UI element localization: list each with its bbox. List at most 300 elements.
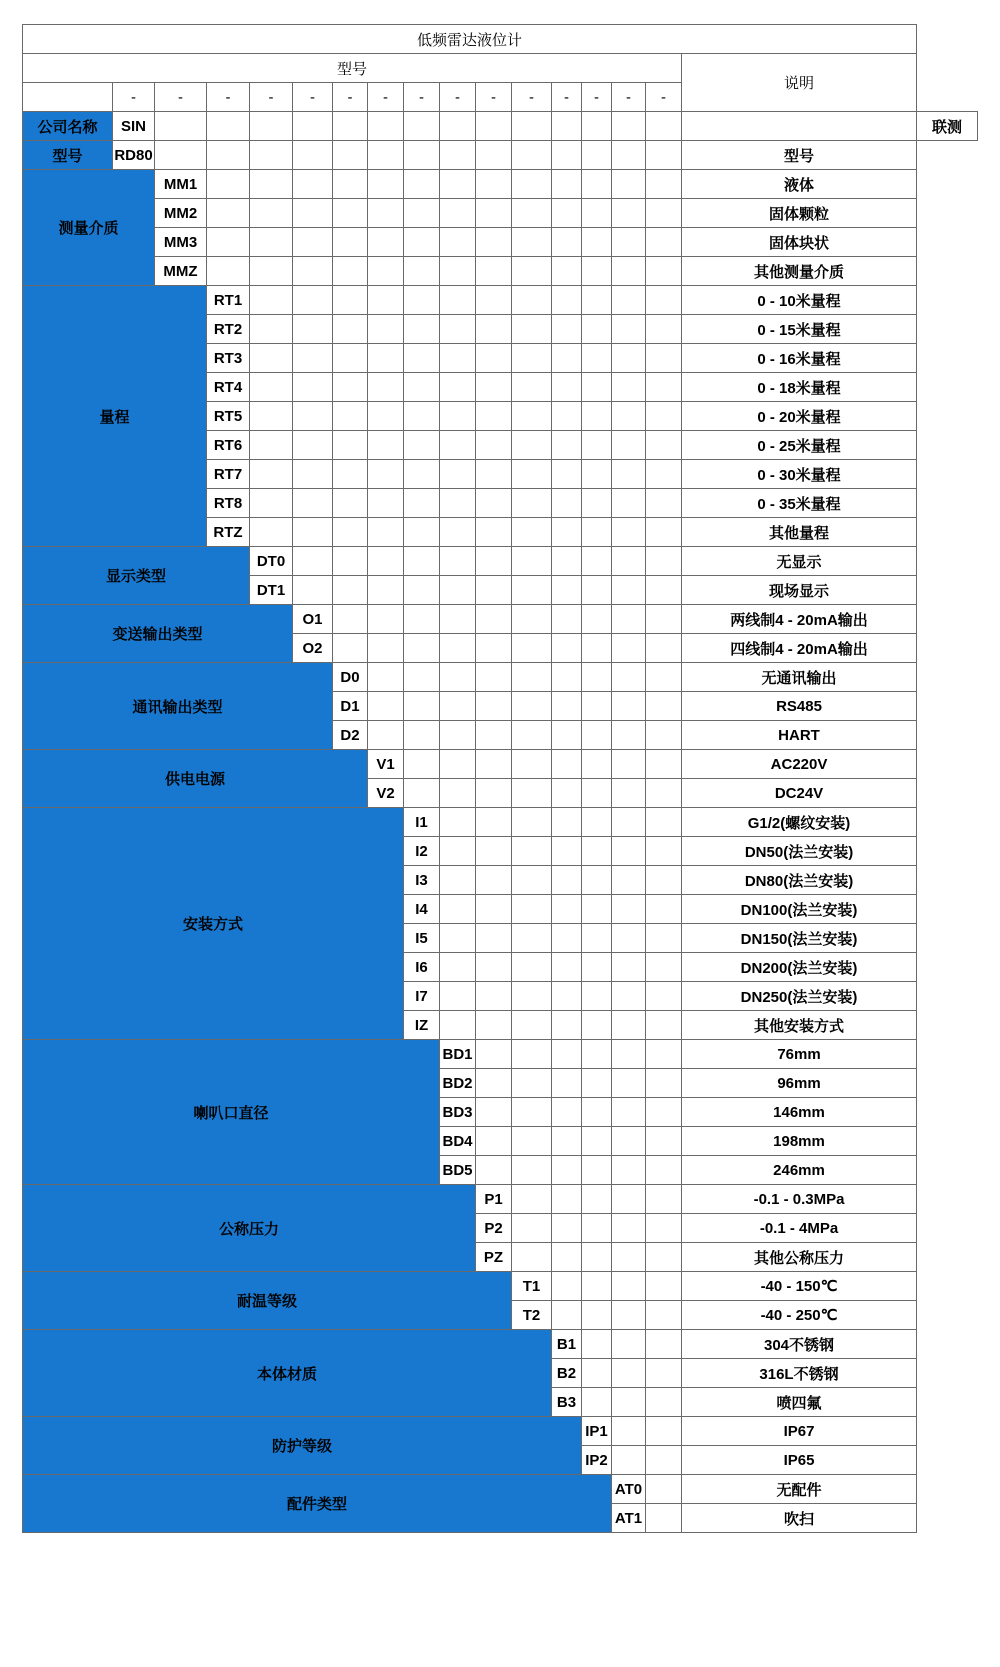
- model-code[interactable]: D1: [333, 692, 368, 721]
- dash-separator: -: [250, 83, 293, 112]
- empty-cell: [333, 547, 368, 576]
- category-label: 测量介质: [23, 170, 155, 286]
- empty-cell: [646, 1417, 682, 1446]
- model-code[interactable]: V2: [368, 779, 404, 808]
- empty-cell: [552, 228, 582, 257]
- model-code[interactable]: AT0: [612, 1475, 646, 1504]
- empty-cell: [293, 402, 333, 431]
- empty-cell: [250, 112, 293, 141]
- empty-cell: [476, 895, 512, 924]
- model-code[interactable]: MM3: [155, 228, 207, 257]
- table-row: [23, 25, 978, 54]
- empty-cell: [646, 460, 682, 489]
- empty-cell: [646, 286, 682, 315]
- empty-cell: [207, 141, 250, 170]
- empty-cell: [646, 1098, 682, 1127]
- option-description: 0 - 25米量程: [682, 431, 917, 460]
- empty-cell: [512, 1185, 552, 1214]
- empty-cell: [512, 199, 552, 228]
- empty-cell: [476, 518, 512, 547]
- model-code[interactable]: I6: [404, 953, 440, 982]
- empty-cell: [612, 1417, 646, 1446]
- empty-cell: [155, 141, 207, 170]
- empty-cell: [552, 1301, 582, 1330]
- empty-cell: [612, 1243, 646, 1272]
- model-code[interactable]: P1: [476, 1185, 512, 1214]
- empty-cell: [512, 228, 552, 257]
- empty-cell: [582, 663, 612, 692]
- empty-cell: [293, 315, 333, 344]
- model-code[interactable]: MM1: [155, 170, 207, 199]
- model-code[interactable]: RT5: [207, 402, 250, 431]
- option-description: 其他安装方式: [682, 1011, 917, 1040]
- empty-cell: [440, 837, 476, 866]
- empty-cell: [552, 373, 582, 402]
- empty-cell: [646, 199, 682, 228]
- model-code[interactable]: RTZ: [207, 518, 250, 547]
- empty-cell: [612, 953, 646, 982]
- option-description: 无显示: [682, 547, 917, 576]
- option-description: 无通讯输出: [682, 663, 917, 692]
- empty-cell: [646, 924, 682, 953]
- empty-cell: [552, 663, 582, 692]
- empty-cell: [476, 953, 512, 982]
- empty-cell: [612, 1301, 646, 1330]
- model-code[interactable]: O1: [293, 605, 333, 634]
- empty-cell: [368, 518, 404, 547]
- option-description: DN200(法兰安装): [682, 953, 917, 982]
- empty-cell: [476, 605, 512, 634]
- empty-cell: [646, 1446, 682, 1475]
- empty-cell: [512, 1011, 552, 1040]
- category-label: 配件类型: [23, 1475, 612, 1533]
- model-code[interactable]: I2: [404, 837, 440, 866]
- empty-cell: [612, 1359, 646, 1388]
- empty-cell: [582, 199, 612, 228]
- empty-cell: [250, 199, 293, 228]
- empty-cell: [404, 431, 440, 460]
- empty-cell: [476, 663, 512, 692]
- empty-cell: [333, 112, 368, 141]
- empty-cell: [476, 634, 512, 663]
- empty-cell: [368, 692, 404, 721]
- empty-cell: [582, 1185, 612, 1214]
- model-code[interactable]: DT1: [250, 576, 293, 605]
- empty-cell: [368, 721, 404, 750]
- empty-cell: [646, 721, 682, 750]
- empty-cell: [582, 518, 612, 547]
- empty-cell: [293, 344, 333, 373]
- empty-cell: [512, 808, 552, 837]
- empty-cell: [582, 344, 612, 373]
- empty-cell: [476, 460, 512, 489]
- empty-cell: [612, 373, 646, 402]
- empty-cell: [512, 170, 552, 199]
- empty-cell: [552, 982, 582, 1011]
- empty-cell: [552, 1272, 582, 1301]
- empty-cell: [612, 1011, 646, 1040]
- empty-cell: [476, 779, 512, 808]
- option-description: 146mm: [682, 1098, 917, 1127]
- empty-cell: [404, 779, 440, 808]
- option-description: 四线制4 - 20mA输出: [682, 634, 917, 663]
- empty-cell: [646, 808, 682, 837]
- option-description: 96mm: [682, 1069, 917, 1098]
- empty-cell: [368, 112, 404, 141]
- empty-cell: [582, 808, 612, 837]
- option-description: 0 - 10米量程: [682, 286, 917, 315]
- option-description: 76mm: [682, 1040, 917, 1069]
- table-row: [23, 112, 978, 141]
- table-row: [23, 605, 978, 634]
- empty-cell: [646, 431, 682, 460]
- model-code[interactable]: BD4: [440, 1127, 476, 1156]
- model-code[interactable]: RT4: [207, 373, 250, 402]
- empty-cell: [404, 112, 440, 141]
- category-label: 公司名称: [23, 112, 113, 141]
- empty-cell: [646, 373, 682, 402]
- table-row: [23, 228, 978, 257]
- option-description: 吹扫: [682, 1504, 917, 1533]
- empty-cell: [582, 1388, 612, 1417]
- table-row: [23, 808, 978, 837]
- model-code[interactable]: BD5: [440, 1156, 476, 1185]
- empty-cell: [646, 1272, 682, 1301]
- empty-cell: [582, 1359, 612, 1388]
- empty-cell: [582, 692, 612, 721]
- empty-cell: [476, 1098, 512, 1127]
- empty-cell: [582, 257, 612, 286]
- empty-cell: [552, 750, 582, 779]
- model-code[interactable]: P2: [476, 1214, 512, 1243]
- model-code[interactable]: D0: [333, 663, 368, 692]
- empty-cell: [552, 605, 582, 634]
- dash-separator: -: [646, 83, 682, 112]
- empty-cell: [612, 431, 646, 460]
- empty-cell: [646, 779, 682, 808]
- empty-cell: [512, 1243, 552, 1272]
- empty-cell: [552, 895, 582, 924]
- empty-cell: [512, 315, 552, 344]
- category-label: 安装方式: [23, 808, 404, 1040]
- empty-cell: [612, 170, 646, 199]
- empty-cell: [404, 692, 440, 721]
- model-code[interactable]: DT0: [250, 547, 293, 576]
- option-description: -40 - 250℃: [682, 1301, 917, 1330]
- empty-cell: [476, 431, 512, 460]
- empty-cell: [440, 692, 476, 721]
- table-row: [23, 1475, 978, 1504]
- option-description: DN100(法兰安装): [682, 895, 917, 924]
- empty-cell: [368, 199, 404, 228]
- empty-cell: [612, 750, 646, 779]
- empty-cell: [476, 982, 512, 1011]
- model-code[interactable]: RD80: [113, 141, 155, 170]
- model-code[interactable]: BD3: [440, 1098, 476, 1127]
- category-label: 显示类型: [23, 547, 250, 605]
- empty-cell: [476, 402, 512, 431]
- model-code[interactable]: RT3: [207, 344, 250, 373]
- model-code[interactable]: B2: [552, 1359, 582, 1388]
- empty-cell: [512, 924, 552, 953]
- dash-separator: -: [512, 83, 552, 112]
- empty-cell: [333, 286, 368, 315]
- empty-cell: [646, 1388, 682, 1417]
- model-code[interactable]: T1: [512, 1272, 552, 1301]
- empty-cell: [476, 257, 512, 286]
- empty-cell: [646, 112, 682, 141]
- category-label: 变送输出类型: [23, 605, 293, 663]
- empty-cell: [207, 228, 250, 257]
- model-code[interactable]: BD1: [440, 1040, 476, 1069]
- empty-cell: [404, 344, 440, 373]
- empty-cell: [612, 547, 646, 576]
- model-code[interactable]: D2: [333, 721, 368, 750]
- model-code[interactable]: RT7: [207, 460, 250, 489]
- empty-cell: [293, 460, 333, 489]
- empty-cell: [440, 402, 476, 431]
- empty-cell: [646, 1156, 682, 1185]
- model-code[interactable]: MMZ: [155, 257, 207, 286]
- empty-cell: [552, 779, 582, 808]
- model-code[interactable]: MM2: [155, 199, 207, 228]
- empty-cell: [250, 460, 293, 489]
- option-description: HART: [682, 721, 917, 750]
- empty-cell: [440, 808, 476, 837]
- empty-cell: [333, 141, 368, 170]
- empty-cell: [250, 402, 293, 431]
- empty-cell: [582, 489, 612, 518]
- category-label: 喇叭口直径: [23, 1040, 440, 1185]
- model-code[interactable]: O2: [293, 634, 333, 663]
- empty-cell: [552, 1156, 582, 1185]
- empty-cell: [552, 866, 582, 895]
- empty-cell: [404, 257, 440, 286]
- model-code[interactable]: V1: [368, 750, 404, 779]
- empty-cell: [333, 460, 368, 489]
- empty-cell: [646, 750, 682, 779]
- option-description: 0 - 16米量程: [682, 344, 917, 373]
- model-code[interactable]: T2: [512, 1301, 552, 1330]
- model-code[interactable]: RT6: [207, 431, 250, 460]
- model-code[interactable]: I1: [404, 808, 440, 837]
- empty-cell: [582, 547, 612, 576]
- empty-cell: [293, 576, 333, 605]
- model-code[interactable]: IZ: [404, 1011, 440, 1040]
- option-description: G1/2(螺纹安装): [682, 808, 917, 837]
- empty-cell: [207, 199, 250, 228]
- empty-cell: [333, 170, 368, 199]
- empty-cell: [440, 344, 476, 373]
- empty-cell: [552, 547, 582, 576]
- empty-cell: [333, 431, 368, 460]
- empty-cell: [440, 170, 476, 199]
- option-description: 316L不锈钢: [682, 1359, 917, 1388]
- model-code[interactable]: B3: [552, 1388, 582, 1417]
- empty-cell: [612, 112, 646, 141]
- empty-cell: [582, 402, 612, 431]
- empty-cell: [368, 402, 404, 431]
- empty-cell: [512, 257, 552, 286]
- empty-cell: [476, 170, 512, 199]
- empty-cell: [552, 141, 582, 170]
- empty-cell: [612, 982, 646, 1011]
- empty-cell: [646, 837, 682, 866]
- model-code[interactable]: RT2: [207, 315, 250, 344]
- option-description: DN80(法兰安装): [682, 866, 917, 895]
- empty-cell: [582, 460, 612, 489]
- empty-cell: [512, 286, 552, 315]
- empty-cell: [368, 228, 404, 257]
- empty-cell: [368, 373, 404, 402]
- empty-cell: [293, 170, 333, 199]
- model-code[interactable]: IP1: [582, 1417, 612, 1446]
- empty-cell: [552, 692, 582, 721]
- model-code[interactable]: I4: [404, 895, 440, 924]
- empty-cell: [250, 170, 293, 199]
- empty-cell: [440, 1011, 476, 1040]
- empty-cell: [476, 866, 512, 895]
- model-code[interactable]: PZ: [476, 1243, 512, 1272]
- empty-cell: [250, 518, 293, 547]
- empty-cell: [440, 199, 476, 228]
- empty-cell: [476, 808, 512, 837]
- empty-cell: [293, 489, 333, 518]
- empty-cell: [333, 402, 368, 431]
- empty-cell: [646, 228, 682, 257]
- empty-cell: [646, 1301, 682, 1330]
- empty-cell: [512, 344, 552, 373]
- option-description: 0 - 18米量程: [682, 373, 917, 402]
- empty-cell: [646, 982, 682, 1011]
- option-description: DN250(法兰安装): [682, 982, 917, 1011]
- empty-cell: [476, 141, 512, 170]
- description-header: 说明: [682, 54, 917, 112]
- empty-cell: [368, 344, 404, 373]
- empty-cell: [512, 982, 552, 1011]
- empty-cell: [612, 576, 646, 605]
- empty-cell: [476, 286, 512, 315]
- empty-cell: [552, 170, 582, 199]
- empty-cell: [476, 692, 512, 721]
- option-description: 0 - 20米量程: [682, 402, 917, 431]
- empty-cell: [476, 721, 512, 750]
- model-code[interactable]: IP2: [582, 1446, 612, 1475]
- empty-cell: [582, 1069, 612, 1098]
- empty-cell: [440, 112, 476, 141]
- model-code[interactable]: B1: [552, 1330, 582, 1359]
- empty-cell: [368, 460, 404, 489]
- empty-cell: [612, 692, 646, 721]
- model-code[interactable]: I5: [404, 924, 440, 953]
- option-description: -0.1 - 0.3MPa: [682, 1185, 917, 1214]
- option-description: IP67: [682, 1417, 917, 1446]
- empty-cell: [476, 1011, 512, 1040]
- empty-cell: [512, 141, 552, 170]
- empty-cell: [646, 402, 682, 431]
- table-row: [23, 170, 978, 199]
- table-row: [23, 1185, 978, 1214]
- empty-cell: [333, 344, 368, 373]
- model-code[interactable]: SIN: [113, 112, 155, 141]
- empty-cell: [682, 112, 917, 141]
- empty-cell: [612, 286, 646, 315]
- empty-cell: [404, 170, 440, 199]
- empty-cell: [512, 837, 552, 866]
- empty-cell: [646, 663, 682, 692]
- dash-separator: -: [582, 83, 612, 112]
- empty-cell: [582, 634, 612, 663]
- empty-cell: [612, 634, 646, 663]
- option-description: 联测: [917, 112, 978, 141]
- empty-cell: [512, 1069, 552, 1098]
- empty-cell: [582, 1272, 612, 1301]
- empty-cell: [582, 924, 612, 953]
- empty-cell: [333, 257, 368, 286]
- empty-cell: [476, 315, 512, 344]
- dash-separator: -: [368, 83, 404, 112]
- option-description: IP65: [682, 1446, 917, 1475]
- option-description: 无配件: [682, 1475, 917, 1504]
- empty-cell: [612, 1330, 646, 1359]
- empty-cell: [404, 663, 440, 692]
- empty-cell: [612, 605, 646, 634]
- option-description: 246mm: [682, 1156, 917, 1185]
- empty-cell: [582, 576, 612, 605]
- dash-separator: -: [207, 83, 250, 112]
- empty-cell: [612, 489, 646, 518]
- empty-cell: [440, 431, 476, 460]
- empty-cell: [368, 170, 404, 199]
- empty-cell: [368, 605, 404, 634]
- model-code[interactable]: RT1: [207, 286, 250, 315]
- table-row: [23, 663, 978, 692]
- empty-cell: [440, 489, 476, 518]
- empty-cell: [476, 576, 512, 605]
- model-code[interactable]: I3: [404, 866, 440, 895]
- empty-cell: [646, 953, 682, 982]
- empty-cell: [612, 402, 646, 431]
- empty-cell: [512, 953, 552, 982]
- table-row: [23, 1330, 978, 1359]
- empty-cell: [440, 228, 476, 257]
- empty-cell: [293, 257, 333, 286]
- dash-separator: -: [612, 83, 646, 112]
- model-code[interactable]: AT1: [612, 1504, 646, 1533]
- option-description: 198mm: [682, 1127, 917, 1156]
- empty-cell: [582, 1098, 612, 1127]
- empty-cell: [512, 489, 552, 518]
- empty-cell: [646, 547, 682, 576]
- option-description: 0 - 35米量程: [682, 489, 917, 518]
- empty-cell: [552, 199, 582, 228]
- empty-cell: [646, 866, 682, 895]
- empty-cell: [612, 228, 646, 257]
- empty-cell: [440, 373, 476, 402]
- dash-separator: -: [552, 83, 582, 112]
- empty-cell: [646, 141, 682, 170]
- empty-cell: [646, 1069, 682, 1098]
- table-row: [23, 1417, 978, 1446]
- model-code[interactable]: BD2: [440, 1069, 476, 1098]
- empty-cell: [368, 286, 404, 315]
- empty-cell: [612, 721, 646, 750]
- empty-cell: [582, 315, 612, 344]
- empty-cell: [646, 1243, 682, 1272]
- model-code[interactable]: I7: [404, 982, 440, 1011]
- model-code[interactable]: RT8: [207, 489, 250, 518]
- option-description: 喷四氟: [682, 1388, 917, 1417]
